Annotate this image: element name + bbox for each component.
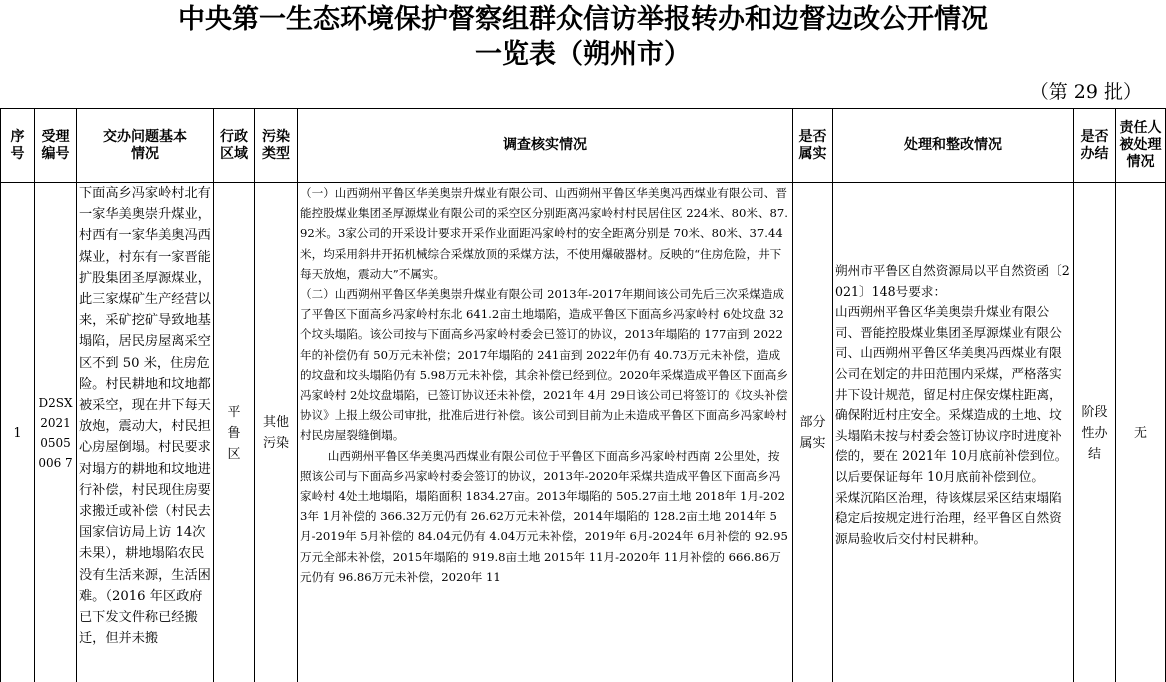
batch-number: （第 29 批） bbox=[1029, 81, 1142, 103]
header-settled: 是否办结 bbox=[1074, 109, 1116, 183]
table-row bbox=[1, 183, 1166, 682]
cell-receipt-no: D2SX20210505006 7 bbox=[35, 183, 77, 682]
header-pollution-type: 污染类型 bbox=[255, 109, 298, 183]
cell-settled: 阶段性办结 bbox=[1074, 183, 1116, 682]
cell-pollution-type: 其他污染 bbox=[255, 183, 298, 682]
header-receipt-no: 受理编号 bbox=[35, 109, 77, 183]
handling-para-1: 朔州市平鲁区自然资源局以平自然资函〔2021〕148号要求： bbox=[835, 263, 1070, 299]
cell-seq: 1 bbox=[1, 183, 35, 682]
cell-region: 平鲁区 bbox=[214, 183, 255, 682]
investigation-para-3: 山西朔州平鲁区华美奥冯西煤业有限公司位于平鲁区下面高乡冯家岭村西南 2公里处，按照该公司与下面高乡冯家岭村委会签订的协议，2013年-2020年采煤共造成平鲁区下面高乡冯家岭村 4处土地塌陷，塌陷面积 1834.27亩。2013年塌陷的 505.27亩土地 2018年 1月-2023年 1月补偿的 366.32万元仍有 26.62万元未补偿，2014年塌陷的 128.2亩土地 2014年 5月-2019年 5月补偿的 84.04元仍有 4.04万元未补偿，2019年 6月-2024年 6月补偿的 92.95万元全部未补偿，2015年塌陷的 919.8亩土地 2015年 11月-2020年 11月补偿的 666.86万元仍有 96.86万元未补偿，2020年 11 bbox=[300, 448, 788, 584]
cell-handling bbox=[833, 183, 1074, 682]
handling-para-3: 采煤沉陷区治理，待该煤层采区结束塌陷稳定后按规定进行治理，经平鲁区自然资源局验收后交付村民耕种。 bbox=[835, 489, 1062, 546]
header-handling: 处理和整改情况 bbox=[833, 109, 1074, 183]
investigation-para-1: （一）山西朔州平鲁区华美奥崇升煤业有限公司、山西朔州平鲁区华美奥冯西煤业有限公司、晋能控股煤业集团圣厚源煤业有限公司的采空区分别距离冯家岭村村民居住区 224米、80米、87.92米。3家公司的开采设计要求开采作业面距冯家岭村的安全距离分别是 70米、80米、37.44米，均采用斜井开拓机械综合采煤放顶的采煤方法，不使用爆破器材。反映的“住房危险，井下每天放炮，震动大”不属实。 bbox=[300, 186, 788, 281]
header-investigation: 调查核实情况 bbox=[298, 109, 793, 183]
title-line-2: 一览表（朔州市） bbox=[475, 39, 691, 70]
disclosure-table bbox=[0, 108, 1166, 682]
header-region: 行政区域 bbox=[214, 109, 255, 183]
handling-para-2: 山西朔州平鲁区华美奥崇升煤业有限公司、晋能控股煤业集团圣厚源煤业有限公司、山西朔州平鲁区华美奥冯西煤业有限公司在划定的井田范围内采煤，严格落实井下设计规范，留足村庄保安煤柱距离，确保附近村庄安全。采煤造成的土地、坟头塌陷未按与村委会签订协议序时进度补偿的，要在 2021年 10月底前补偿到位。以后要保证每年 10月底前补偿到位。 bbox=[835, 304, 1068, 484]
page-title bbox=[0, 2, 1166, 72]
header-complaint: 交办问题基本情况 bbox=[77, 109, 214, 183]
investigation-para-2: （二）山西朔州平鲁区华美奥崇升煤业有限公司 2013年-2017年期间该公司先后三次采煤造成了平鲁区下面高乡冯家岭村东北 641.2亩土地塌陷，造成平鲁区下面高乡冯家岭村 6处坟盘 32个坟头塌陷。该公司按与下面高乡冯家岭村委会已签订的协议，2013年塌陷的 177亩到 2022年的补偿仍有 50万元未补偿；2017年塌陷的 241亩到 2022年仍有 40.73万元未补偿，造成的坟盘和坟头塌陷仍有 5.98万元未补偿，其余补偿已经到位。2020年采煤造成平鲁区下面高乡冯家岭村 2处坟盘塌陷，已签订协议还未补偿，2021年 4月 29日该公司已将签订的《坟头补偿协议》上报上级公司审批，批准后进行补偿。该公司到目前为止未造成平鲁区下面高乡冯家岭村村民房屋裂缝倒塌。 bbox=[300, 287, 788, 443]
header-verified: 是否属实 bbox=[793, 109, 833, 183]
header-accountability: 责任人被处理情况 bbox=[1116, 109, 1166, 183]
cell-investigation bbox=[298, 183, 793, 682]
cell-accountability: 无 bbox=[1116, 183, 1166, 682]
title-line-1: 中央第一生态环境保护督察组群众信访举报转办和边督边改公开情况 bbox=[178, 4, 988, 35]
cell-verified: 部分属实 bbox=[793, 183, 833, 682]
header-seq: 序号 bbox=[1, 109, 35, 183]
header-row bbox=[1, 109, 1166, 183]
cell-complaint: 下面高乡冯家岭村北有一家华美奥崇升煤业，村西有一家华美奥冯西煤业，村东有一家晋能扩股集团圣厚源煤业，此三家煤矿生产经营以来，采矿挖矿导致地基塌陷，居民房屋离采空区不到 50 米，住房危险。村民耕地和坟地都被采空，现在井下每天放炮，震动大，村民担心房屋倒塌。村民要求对塌方的耕地和坟地进行补偿，村民现住房要求搬迁或补偿（村民去国家信访局上访 14次未果），耕地塌陷农民没有生活来源，生活困难。（2016 年区政府已下发文件称已经搬迁，但并未搬 bbox=[77, 183, 214, 682]
